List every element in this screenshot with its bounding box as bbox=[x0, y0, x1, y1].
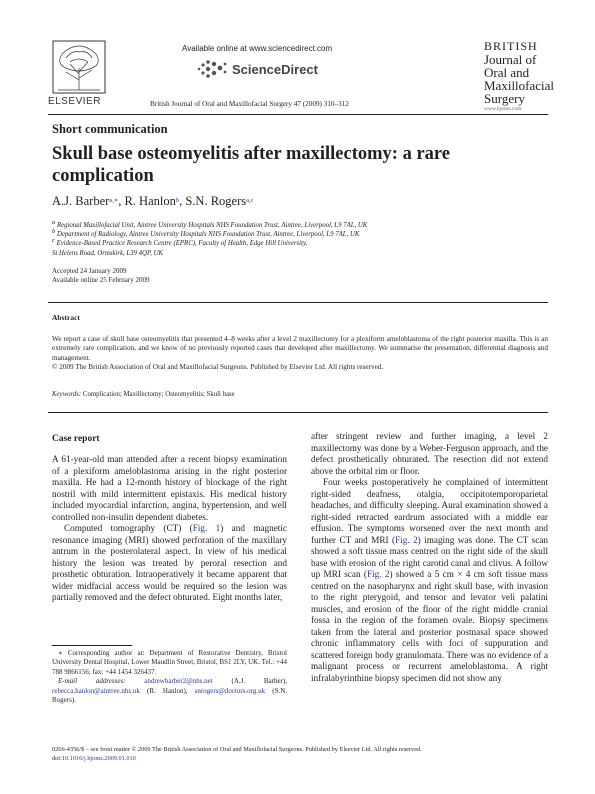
section-heading-case-report: Case report bbox=[52, 434, 100, 444]
figure-link[interactable]: Fig. 1 bbox=[192, 523, 221, 533]
corresponding-author: ∗ Corresponding author at: Department of Restorative Dentistry, Bristol University Dental Hospital, Lower Maudlin Street, Bristol, BS1 2LY, UK. Tel.: +44 788 9866156; fax: +44 1454 326437. bbox=[52, 649, 287, 676]
footer bbox=[52, 746, 552, 763]
author-name: R. Hanlon bbox=[124, 194, 176, 208]
keywords-list: Complication; Maxillectomy; Osteomyelitis; Skull base bbox=[82, 391, 235, 398]
elsevier-wordmark: ELSEVIER bbox=[48, 96, 101, 107]
author-affiliation-mark[interactable]: a,∗ bbox=[109, 197, 119, 204]
email-addresses: E-mail addresses: andrewbarber2@nhs.net (A.J. Barber), rebecca.hanlon@aintree.nhs.uk (R. Hanlon), snrogers@doctors.org.uk (S.N. Rogers). bbox=[52, 677, 288, 705]
abstract-body: We report a case of skull base osteomyelitis that presented 4–8 weeks after a level 2 maxillectomy for a plexiform ameloblastoma of the right posterior maxilla. This is an extremely rare complication, and we know of no previously reported cases that developed after maxillectomy. We summarise the presentation, differential diagnosis and management. bbox=[52, 335, 548, 362]
body-paragraph: A 61-year-old man attended after a recent biopsy examination of a plexiform ameloblastoma arising in the right posterior maxilla. He had a 12-month history of blockage of the right nostril with mild intermittent epistaxis. His medical history included myocardial infarction, angina, hypertension, and well controlled non-insulin dependent diabetes. bbox=[52, 454, 287, 522]
email-link[interactable]: rebecca.hanlon@aintree.nhs.uk bbox=[52, 686, 140, 695]
journal-logo-line: Journal of bbox=[484, 52, 537, 67]
abstract-copyright: © 2009 The British Association of Oral and Maxillofacial Surgeons. Published by Elsevier Ltd. All rights reserved. bbox=[52, 363, 384, 372]
issn-line: 0266-4356/$ – see front matter © 2009 The British Association of Oral and Maxillofacial Surgeons. Published by Elsevier Ltd. All rights reserved. bbox=[52, 746, 422, 753]
accepted-date: Accepted 24 January 2009 bbox=[52, 267, 127, 275]
doi-line: doi:10.1016/j.bjoms.2009.01.010 bbox=[52, 754, 136, 762]
left-column bbox=[52, 454, 287, 604]
author-name: A.J. Barber bbox=[52, 194, 110, 208]
footnote-rule bbox=[52, 645, 132, 646]
keywords-label: Keywords: bbox=[52, 391, 82, 398]
right-column bbox=[311, 431, 548, 684]
abstract-heading: Abstract bbox=[52, 313, 80, 322]
journal-citation: British Journal of Oral and Maxillofacial Surgery 47 (2009) 310–312 bbox=[150, 100, 349, 108]
email-label: E-mail addresses: bbox=[58, 677, 126, 686]
journal-url[interactable]: www.bjoms.com bbox=[484, 106, 522, 112]
author-list: A.J. Barber$^{a,∗}$, R. Hanlon$^b$, S.N. Rogers$^{a,c}$ bbox=[52, 194, 254, 208]
elsevier-logo bbox=[48, 40, 110, 108]
sciencedirect-logo[interactable] bbox=[196, 57, 318, 83]
keywords bbox=[52, 391, 235, 398]
author-name: S.N. Rogers bbox=[185, 194, 247, 208]
figure-link[interactable]: Fig. 2 bbox=[395, 534, 418, 545]
available-online-text: Available online at www.sciencedirect.com bbox=[182, 44, 333, 53]
body-paragraph: Four weeks postoperatively he complained of intermittent right-sided deafness, otalgia, occipitotemporoparietal headaches, and difficulty sleeping. Aural examination showed a right-sided retracted eardrum associated with a middle ear effusion. The symptoms worsened over the next month and further CT and MRI (Fig. 2) imaging was done. The CT scan showed a soft tissue mass centred on the right side of the skull base with erosion of the right carotid canal and clivus. A follow up MRI scan (Fig. 2) showed a 5 cm × 4 cm soft tissue mass centred on the nasopharynx and right skull base, with invasion to the right pterygoid, and tensor and levator veli palatini muscles, and erosion of the floor of the right middle cranial fossa in the region of the foramen ovale. Biopsy specimens taken from the lateral and posterior postnasal space showed chronic inflammatory cells with foci of suppuration and scattered foreign body granulomata. There was no evidence of a malignant process or recurrent ameloblastoma. A right infralabyrinthine biopsy specimen did not show any bbox=[311, 477, 549, 683]
sciencedirect-wordmark: ScienceDirect bbox=[232, 62, 318, 77]
elsevier-tree-icon bbox=[52, 40, 106, 94]
abstract-rule bbox=[48, 412, 548, 413]
email-link[interactable]: snrogers@doctors.org.uk bbox=[194, 686, 266, 695]
affiliation: b Department of Radiology, Aintree University Hospitals NHS Foundation Trust, Aintree, Liverpool, L9 7AL, UK bbox=[52, 228, 360, 239]
title-rule bbox=[48, 302, 548, 303]
footnote bbox=[52, 649, 287, 705]
journal-logo-line: Maxillofacial bbox=[484, 78, 555, 93]
header-rule bbox=[48, 114, 548, 115]
article-title: Skull base osteomyelitis after maxillectomy: a rare complication bbox=[52, 144, 451, 186]
author-affiliation-mark[interactable]: b bbox=[175, 197, 180, 204]
affiliation: St Helens Road, Ormskirk, L39 4QP, UK bbox=[52, 249, 164, 257]
sciencedirect-dots-icon bbox=[196, 59, 228, 79]
available-date: Available online 25 February 2009 bbox=[52, 276, 150, 284]
article-dates bbox=[52, 267, 149, 285]
journal-logo-line: Oral and bbox=[484, 65, 530, 80]
figure-link[interactable]: Fig. 2 bbox=[366, 569, 390, 579]
affiliations bbox=[52, 221, 532, 258]
journal-logo-line: Surgery bbox=[484, 91, 525, 106]
email-link[interactable]: andrewbarber2@nhs.net bbox=[144, 677, 213, 686]
author-affiliation-mark[interactable]: a,c bbox=[246, 197, 254, 204]
affiliation: c Evidence-Based Practice Research Centre (EPRC), Faculty of Health, Edge Hill University, bbox=[52, 237, 308, 248]
doi-link[interactable]: 10.1016/j.bjoms.2009.01.010 bbox=[61, 754, 136, 762]
body-paragraph: after stringent review and further imaging, a level 2 maxillectomy was done by a Weber-Ferguson approach, and the defect prosthetically obturated. The resection did not extend above the orbital rim or floor. bbox=[311, 431, 548, 476]
journal-logo-line: BRITISH bbox=[484, 39, 538, 53]
article-section: Short communication bbox=[52, 122, 168, 136]
body-paragraph: Computed tomography (CT) (Fig. 1) and magnetic resonance imaging (MRI) showed perforation of the maxillary antrum in the posterolateral aspect. In view of his medical history the lesion was treated by peroral resection and prosthetic obturation. Intraoperatively it became apparent that wider midfacial access would be required so the lesion was partially removed and the defect obturated. Eight months later, bbox=[52, 523, 287, 602]
abstract bbox=[52, 335, 548, 373]
affiliation: a Regional Maxillofacial Unit, Aintree University Hospitals NHS Foundation Trust, Aintree, Liverpool, L9 7AL, UK bbox=[52, 219, 368, 229]
journal-logo bbox=[484, 40, 579, 120]
